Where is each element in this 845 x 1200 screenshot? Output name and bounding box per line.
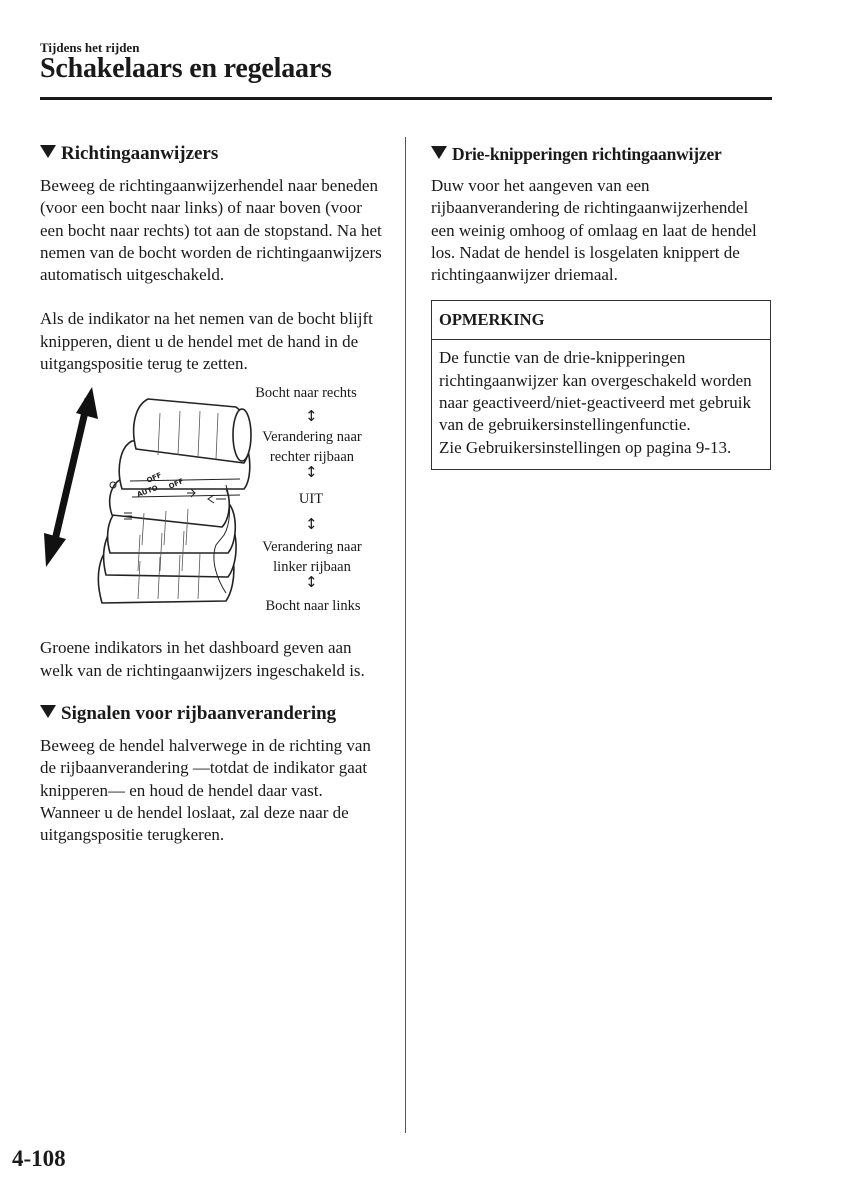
turn-signal-lever-figure [40,385,385,625]
section-heading-richtingaanwijzers [40,142,385,166]
switch-off-mark-1: OFF [145,471,163,486]
heading-text: Signalen voor rijbaanverandering [61,702,337,724]
triangle-down-icon [40,705,56,718]
section-heading-rijbaanverandering [40,702,385,726]
paragraph-richtingaanwijzers-2: Als de indikator na het nemen van de bocht blijft knipperen, dient u de hendel met de hand in de uitgangspositie terug te zetten. [40,309,373,374]
column-divider [405,137,406,1133]
heading-text: Richtingaanwijzers [61,143,219,164]
note-box [431,300,771,469]
note-body: De functie van de drie-knipperingen richtingaanwijzer kan overgeschakeld worden naar geactiveerd/niet-geactiveerd met gebruik van de gebruikersinstellingenfunctie. Zie Gebruikersinstellingen op pagina 9-13. [439,348,752,457]
updown-arrow-icon: ↕ [305,463,318,482]
label-verandering-rechter-rijbaan: Verandering naar rechter rijbaan [262,429,362,466]
switch-auto-mark: AUTO [135,484,160,500]
triangle-down-icon [431,146,447,159]
paragraph-rijbaanverandering: Beweeg de hendel halverwege in de richting van de rijbaanverandering —totdat de indikator gaat knipperen— en houd de hendel daar vast. Wanneer u de hendel loslaat, zal deze naar de uitgangspositie terugkeren. [40,735,371,845]
movement-double-arrow [44,387,98,567]
switch-off-mark-2: OFF [167,477,185,492]
page-title: Schakelaars en regelaars [40,53,332,84]
note-title: OPMERKING [432,301,770,340]
heading-text: Drie-knipperingen richtingaanwijzer [452,144,722,164]
updown-arrow-icon: ↕ [305,515,318,534]
label-bocht-naar-rechts: Bocht naar rechts [255,385,357,402]
right-column [431,142,771,470]
turn-signal-lever-illustration [40,385,385,625]
paragraph-groene-indikators: Groene indikators in het dashboard geven aan welk van de richtingaanwijzers ingeschakeld is. [40,638,365,680]
triangle-down-icon [40,145,56,158]
section-heading-drie-knipperingen [431,142,771,166]
updown-arrow-icon: ↕ [305,407,318,426]
paragraph-richtingaanwijzers-1: Beweeg de richtingaanwijzerhendel naar beneden (voor een bocht naar links) of naar boven (voor een bocht naar rechts) tot aan de stopstand. Na het nemen van de bocht worden de richtingaanwijzers automatisch uitgeschakeld. [40,176,382,285]
left-column [40,142,385,868]
paragraph-drie-knipperingen: Duw voor het aangeven van een rijbaanverandering de richtingaanwijzerhendel een weinig omhoog of omlaag en laat de hendel los. Nadat de hendel is losgelaten knippert de richtingaanwijzer driemaal. [431,176,757,285]
label-bocht-naar-links: Bocht naar links [265,598,361,615]
label-verandering-linker-rijbaan: Verandering naar linker rijbaan [262,539,362,576]
label-uit: UIT [298,491,324,508]
updown-arrow-icon: ↕ [305,573,318,592]
breadcrumb: Tijdens het rijden [40,40,140,55]
page-number: 4-108 [12,1146,66,1171]
title-rule [40,97,772,100]
